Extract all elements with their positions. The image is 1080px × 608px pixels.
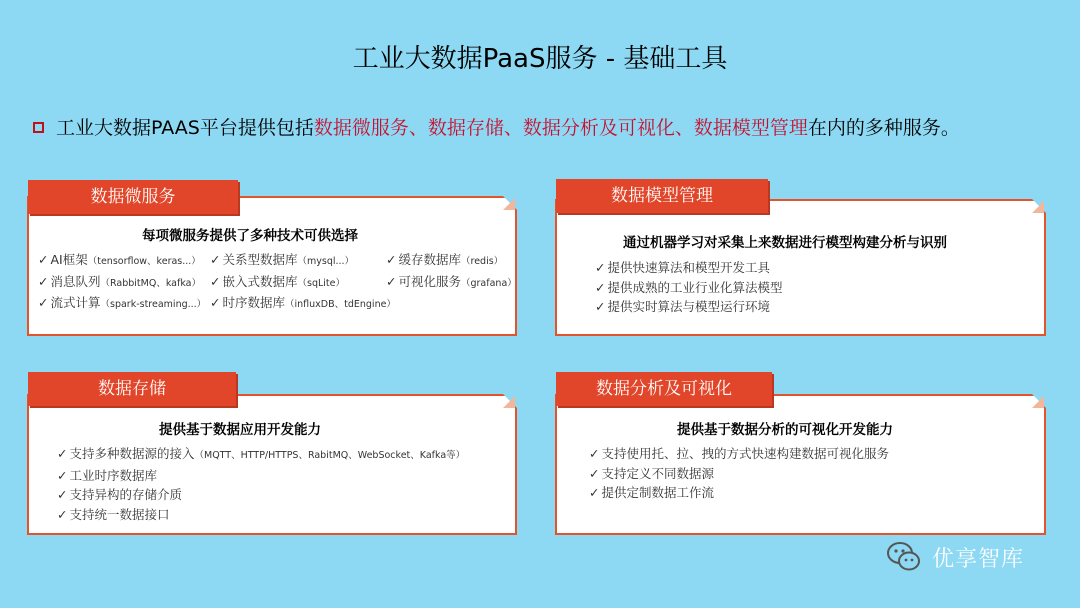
check-icon: ✓ [595,260,606,275]
tab-microservice: 数据微服务 [28,180,238,214]
list-item: ✓ 可视化服务（grafana） [386,273,517,289]
check-icon: ✓ [38,295,49,310]
card-analysis [555,394,1046,535]
card-subtitle: 提供基于数据分析的可视化开发能力 [677,422,893,438]
check-icon: ✓ [38,273,49,289]
list-item: ✓ 关系型数据库（mysql...） [210,252,355,267]
list-item: ✓ 嵌入式数据库（sqLite） [210,273,345,289]
check-icon: ✓ [595,279,606,295]
card-storage [27,394,517,535]
check-icon: ✓ [595,299,606,314]
card-items [57,444,465,524]
check-icon: ✓ [589,465,600,481]
card-subtitle: 通过机器学习对采集上来数据进行模型构建分析与识别 [623,235,947,251]
watermark-text: 优享智库 [932,546,1025,572]
check-icon: ✓ [386,252,397,267]
check-icon: ✓ [589,446,600,461]
list-item: ✓ 提供定制数据工作流 [589,485,714,500]
intro-highlight: 数据微服务、数据存储、数据分析及可视化、数据模型管理 [313,117,808,139]
fold-corner-shade [1032,201,1044,213]
list-item: ✓ 提供成熟的工业行业化算法模型 [595,279,783,295]
check-icon: ✓ [210,273,221,289]
list-item: ✓ 支持异构的存储介质 [57,487,182,502]
list-item: ✓ 流式计算（spark-streaming...） [38,295,207,310]
card-items [595,258,783,317]
list-item: ✓ 提供快速算法和模型开发工具 [595,260,770,275]
tab-model: 数据模型管理 [556,179,768,213]
card-microservice [27,196,517,336]
card-items-col1 [38,250,206,315]
card-subtitle: 提供基于数据应用开发能力 [159,422,321,438]
check-icon: ✓ [57,467,68,483]
check-icon: ✓ [57,446,68,461]
check-icon: ✓ [57,487,68,502]
list-item: ✓ 提供实时算法与模型运行环境 [595,299,770,314]
list-item: ✓ 支持统一数据接口 [57,506,170,522]
check-icon: ✓ [57,506,68,522]
card-items-col3 [386,250,517,293]
list-item: ✓ 支持使用托、拉、拽的方式快速构建数据可视化服务 [589,446,889,461]
list-item: ✓ 时序数据库（influxDB、tdEngine） [210,295,396,310]
list-item: ✓ 消息队列（RabbitMQ、kafka） [38,273,201,289]
page-title: 工业大数据PaaS服务 - 基础工具 [352,44,728,74]
watermark [886,540,1024,574]
list-item: ✓ AI框架（tensorflow、keras...） [38,252,201,267]
check-icon: ✓ [210,252,221,267]
list-item: ✓ 工业时序数据库 [57,467,157,483]
card-items-col2 [210,250,396,315]
check-icon: ✓ [38,252,49,267]
check-icon: ✓ [210,295,221,310]
card-items [589,444,889,503]
card-model [555,199,1046,336]
fold-corner-shade [503,396,515,408]
list-item: ✓ 缓存数据库（redis） [386,252,504,267]
tab-analysis: 数据分析及可视化 [556,372,772,406]
bullet-square-icon [33,122,44,133]
list-item: ✓ 支持多种数据源的接入（MQTT、HTTP/HTTPS、RabitMQ、WebSocket、Kafka等） [57,446,466,461]
intro-suffix: 在内的多种服务。 [807,117,960,139]
intro-prefix: 工业大数据PAAS平台提供包括 [56,117,314,139]
list-item: ✓ 支持定义不同数据源 [589,465,714,481]
check-icon: ✓ [589,485,600,500]
card-subtitle: 每项微服务提供了多种技术可供选择 [142,228,358,244]
fold-corner-shade [1032,396,1044,408]
wechat-icon [886,540,922,574]
fold-corner-shade [503,198,515,210]
tab-storage: 数据存储 [28,372,236,406]
intro-line [33,113,960,140]
check-icon: ✓ [386,273,397,289]
